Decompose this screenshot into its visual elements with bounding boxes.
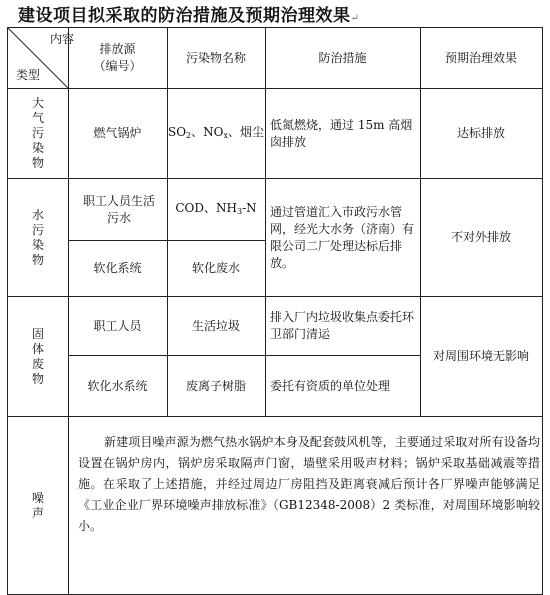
header-source: 排放源 （编号）: [93, 42, 142, 73]
water-source-1: 职工人员生活污水: [82, 193, 155, 225]
solid-measure-2: 委托有资质的单位处理: [270, 378, 391, 393]
solid-pollutant-1: 生活垃圾: [191, 318, 240, 333]
type-water: 水污染物: [31, 207, 44, 267]
water-measure: 通过管道汇入市政污水管网，经光大水务（济南）有限公司二厂处理达标后排放。: [270, 204, 415, 270]
water-pollutant-1: COD、$NH_3-N$: [175, 200, 257, 216]
water-pollutant-2: 软化废水: [191, 261, 240, 275]
header-effect: 预期治理效果: [444, 50, 517, 65]
solid-measure-1: 排入厂内垃圾收集点委托环卫部门清运: [270, 310, 415, 341]
air-source: 燃气锅炉: [93, 126, 142, 140]
water-source-2: 软化系统: [93, 261, 142, 275]
noise-description: 新建项目噪声源为燃气热水锅炉本身及配套鼓风机等，主要通过采取对所有设备均设置在锅炉房内，锅炉房采取隔声门窗，墙壁采用吸声材料；锅炉采取基础减震等措施。在采取了上述措施，并经过周边厂房阻挡及距离衰减后预计各厂界噪声能够满足《工业企业厂界环境噪声排放标准》（GB12348-2008）2 类标准，对周围环境影响较小。: [78, 435, 540, 533]
water-effect: 不对外排放: [450, 230, 511, 244]
air-measure: 低氮燃烧，通过 15m 高烟囱排放: [270, 117, 413, 149]
header-measure: 防治措施: [318, 50, 367, 65]
header-pollutant: 污染物名称: [185, 50, 246, 65]
type-air: 大气污染物: [31, 96, 44, 170]
type-noise: 噪声: [31, 491, 44, 520]
type-solid: 固体废物: [31, 326, 44, 386]
solid-pollutant-2: 废离子树脂: [185, 378, 246, 393]
air-effect: 达标排放: [456, 126, 505, 140]
solid-source-1: 职工人员: [93, 318, 142, 333]
corner-header-type: 类型: [16, 68, 41, 82]
air-pollutant: $SO_2$、$NO_x$、烟尘: [167, 124, 265, 140]
corner-header-content: 内容: [50, 32, 75, 46]
page-title: 建设项目拟采取的防治措施及预期治理效果↵: [18, 6, 360, 26]
solid-effect: 对周围环境无影响: [432, 349, 529, 363]
solid-source-2: 软化水系统: [87, 378, 148, 393]
